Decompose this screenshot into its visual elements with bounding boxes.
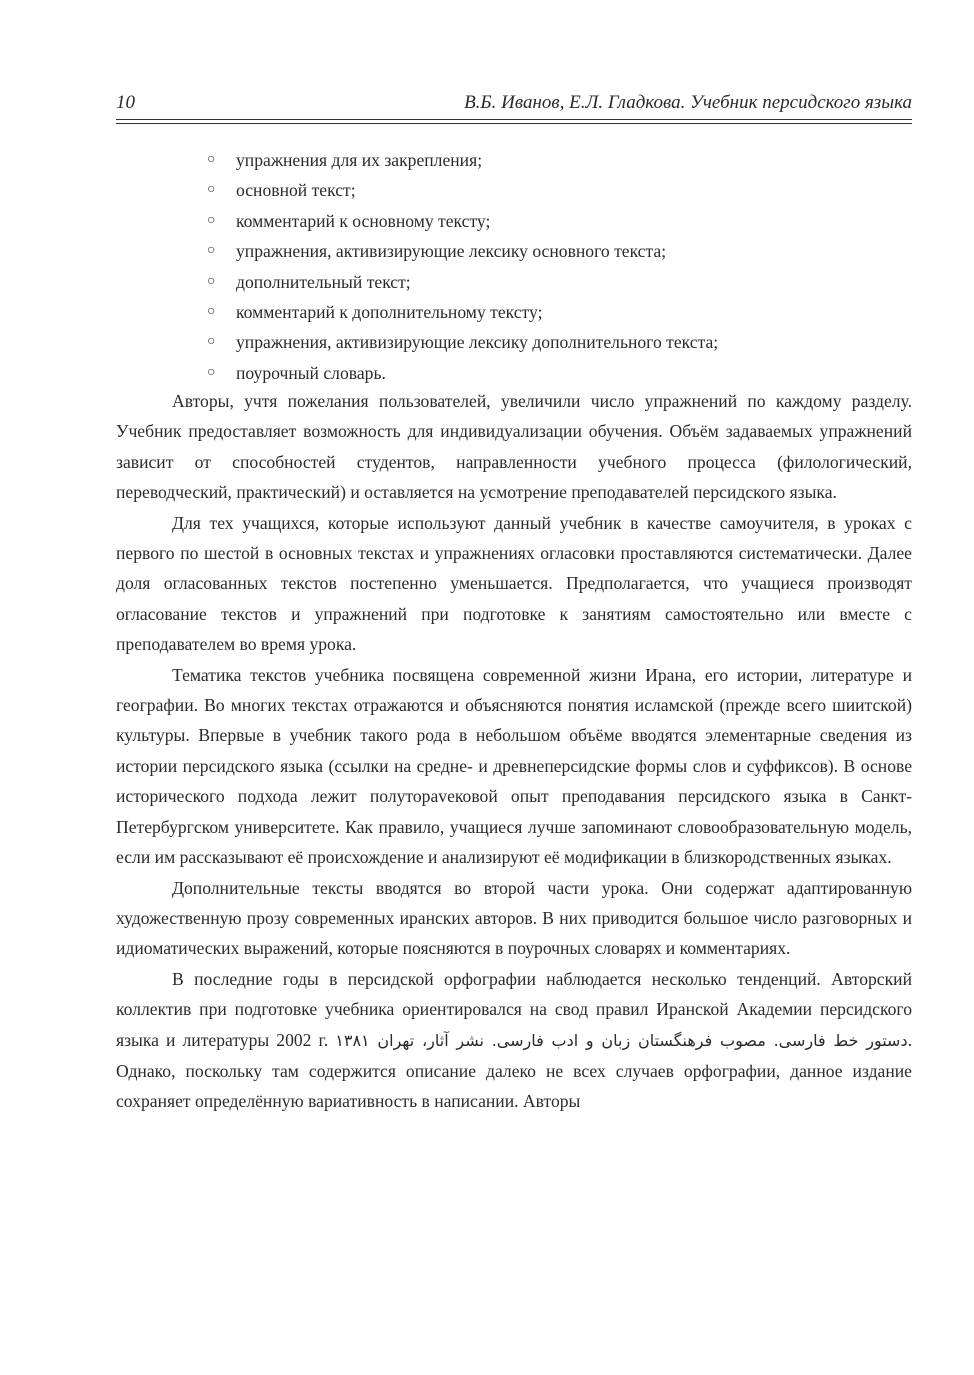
- page-number: 10: [116, 92, 135, 113]
- running-title: В.Б. Иванов, Е.Л. Гладкова. Учебник персидского языка: [464, 92, 912, 113]
- paragraph-authors-exercises: Авторы, учтя пожелания пользователей, увеличили число упражнений по каждому разделу. Учебник предоставляет возможность для индивидуализации обучения. Объём задаваемых упражнений зависит от способностей студентов, направленности учебного процесса (филологический, переводческий, практический) и оставляется на усмотрение преподавателей персидского языка.: [116, 391, 912, 503]
- list-item-text: поурочный словарь.: [236, 362, 386, 383]
- orthography-text-start: В последние годы в персидской орфографии наблюдается несколько тенденций. Авторский коллектив при подготовке учебника ориентировался на свод правил Иранской Академии персидского языка и литературы 2002 г.: [116, 968, 912, 1050]
- list-item: [207, 327, 912, 357]
- circle-bullet-icon: ○: [207, 273, 216, 289]
- body-text: [116, 386, 912, 1117]
- list-item: [207, 358, 912, 388]
- circle-bullet-icon: ○: [207, 334, 216, 350]
- paragraph-additional-texts: Дополнительные тексты вводятся во второй части урока. Они содержат адаптированную художественную прозу современных иранских авторов. В них приводится большое число разговорных и идиоматических выражений, которые поясняются в поурочных словарях и комментариях.: [116, 877, 912, 959]
- circle-bullet-icon: ○: [207, 182, 216, 198]
- list-item: [207, 206, 912, 236]
- list-item-text: комментарий к дополнительному тексту;: [236, 301, 543, 322]
- paragraph-self-study: Для тех учащихся, которые используют данный учебник в качестве самоучителя, в уроках с первого по шестой в основных текстах и упражнениях огласовки проставляются систематически. Далее доля огласованных текстов постепенно уменьшается. Предполагается, что учащиеся производят огласование текстов и упражнений при подготовке к занятиям самостоятельно или вместе с преподавателем во время урока.: [116, 512, 912, 655]
- circle-bullet-icon: ○: [207, 303, 216, 319]
- circle-bullet-icon: ○: [207, 152, 216, 167]
- list-item: [207, 175, 912, 205]
- orthography-text-end: . Однако, поскольку там содержится описание далеко не всех случаев орфографии, данное издание сохраняет определённую вариативность в написании. Авторы: [116, 1029, 912, 1112]
- circle-bullet-icon: ○: [207, 212, 216, 228]
- paragraph-orthography: [116, 964, 912, 1117]
- list-item-text: упражнения, активизирующие лексику основного текста;: [236, 241, 667, 262]
- list-item-text: основной текст;: [236, 180, 356, 201]
- header-rule-top: [116, 119, 912, 120]
- lesson-structure-list: [207, 145, 912, 388]
- list-item: [207, 267, 912, 297]
- list-item: [207, 145, 912, 175]
- list-item-text: упражнения, активизирующие лексику дополнительного текста;: [236, 332, 719, 353]
- list-item-text: комментарий к основному тексту;: [236, 210, 491, 231]
- list-item: [207, 297, 912, 327]
- header-rule-bottom: [116, 123, 912, 124]
- list-item-text: упражнения для их закрепления;: [236, 150, 483, 170]
- list-item-text: дополнительный текст;: [236, 271, 411, 292]
- circle-bullet-icon: ○: [207, 243, 216, 259]
- paragraph-topics: Тематика текстов учебника посвящена современной жизни Ирана, его истории, литературе и географии. Во многих текстах отражаются и объясняются понятия исламской (прежде всего шиитской) культуры. Впервые в учебник такого рода в небольшом объёме вводятся элементарные сведения из истории персидского языка (ссылки на средне- и древнеперсидские формы слов и суффиксов). В основе исторического подхода лежит полуторaveковой опыт преподавания персидского языка в Санкт-Петербургском университете. Как правило, учащиеся лучше запоминают словообразовательную модель, если им рассказывают её происхождение и анализируют её модификации в близкородственных языках.: [116, 664, 912, 868]
- list-item: [207, 236, 912, 266]
- running-header: [116, 88, 912, 118]
- circle-bullet-icon: ○: [207, 364, 216, 380]
- persian-citation: دستور خط فارسی. مصوب فرهنگستان زبان و ادب فارسی. نشر آثار، تهران ۱۳۸۱: [335, 1030, 908, 1050]
